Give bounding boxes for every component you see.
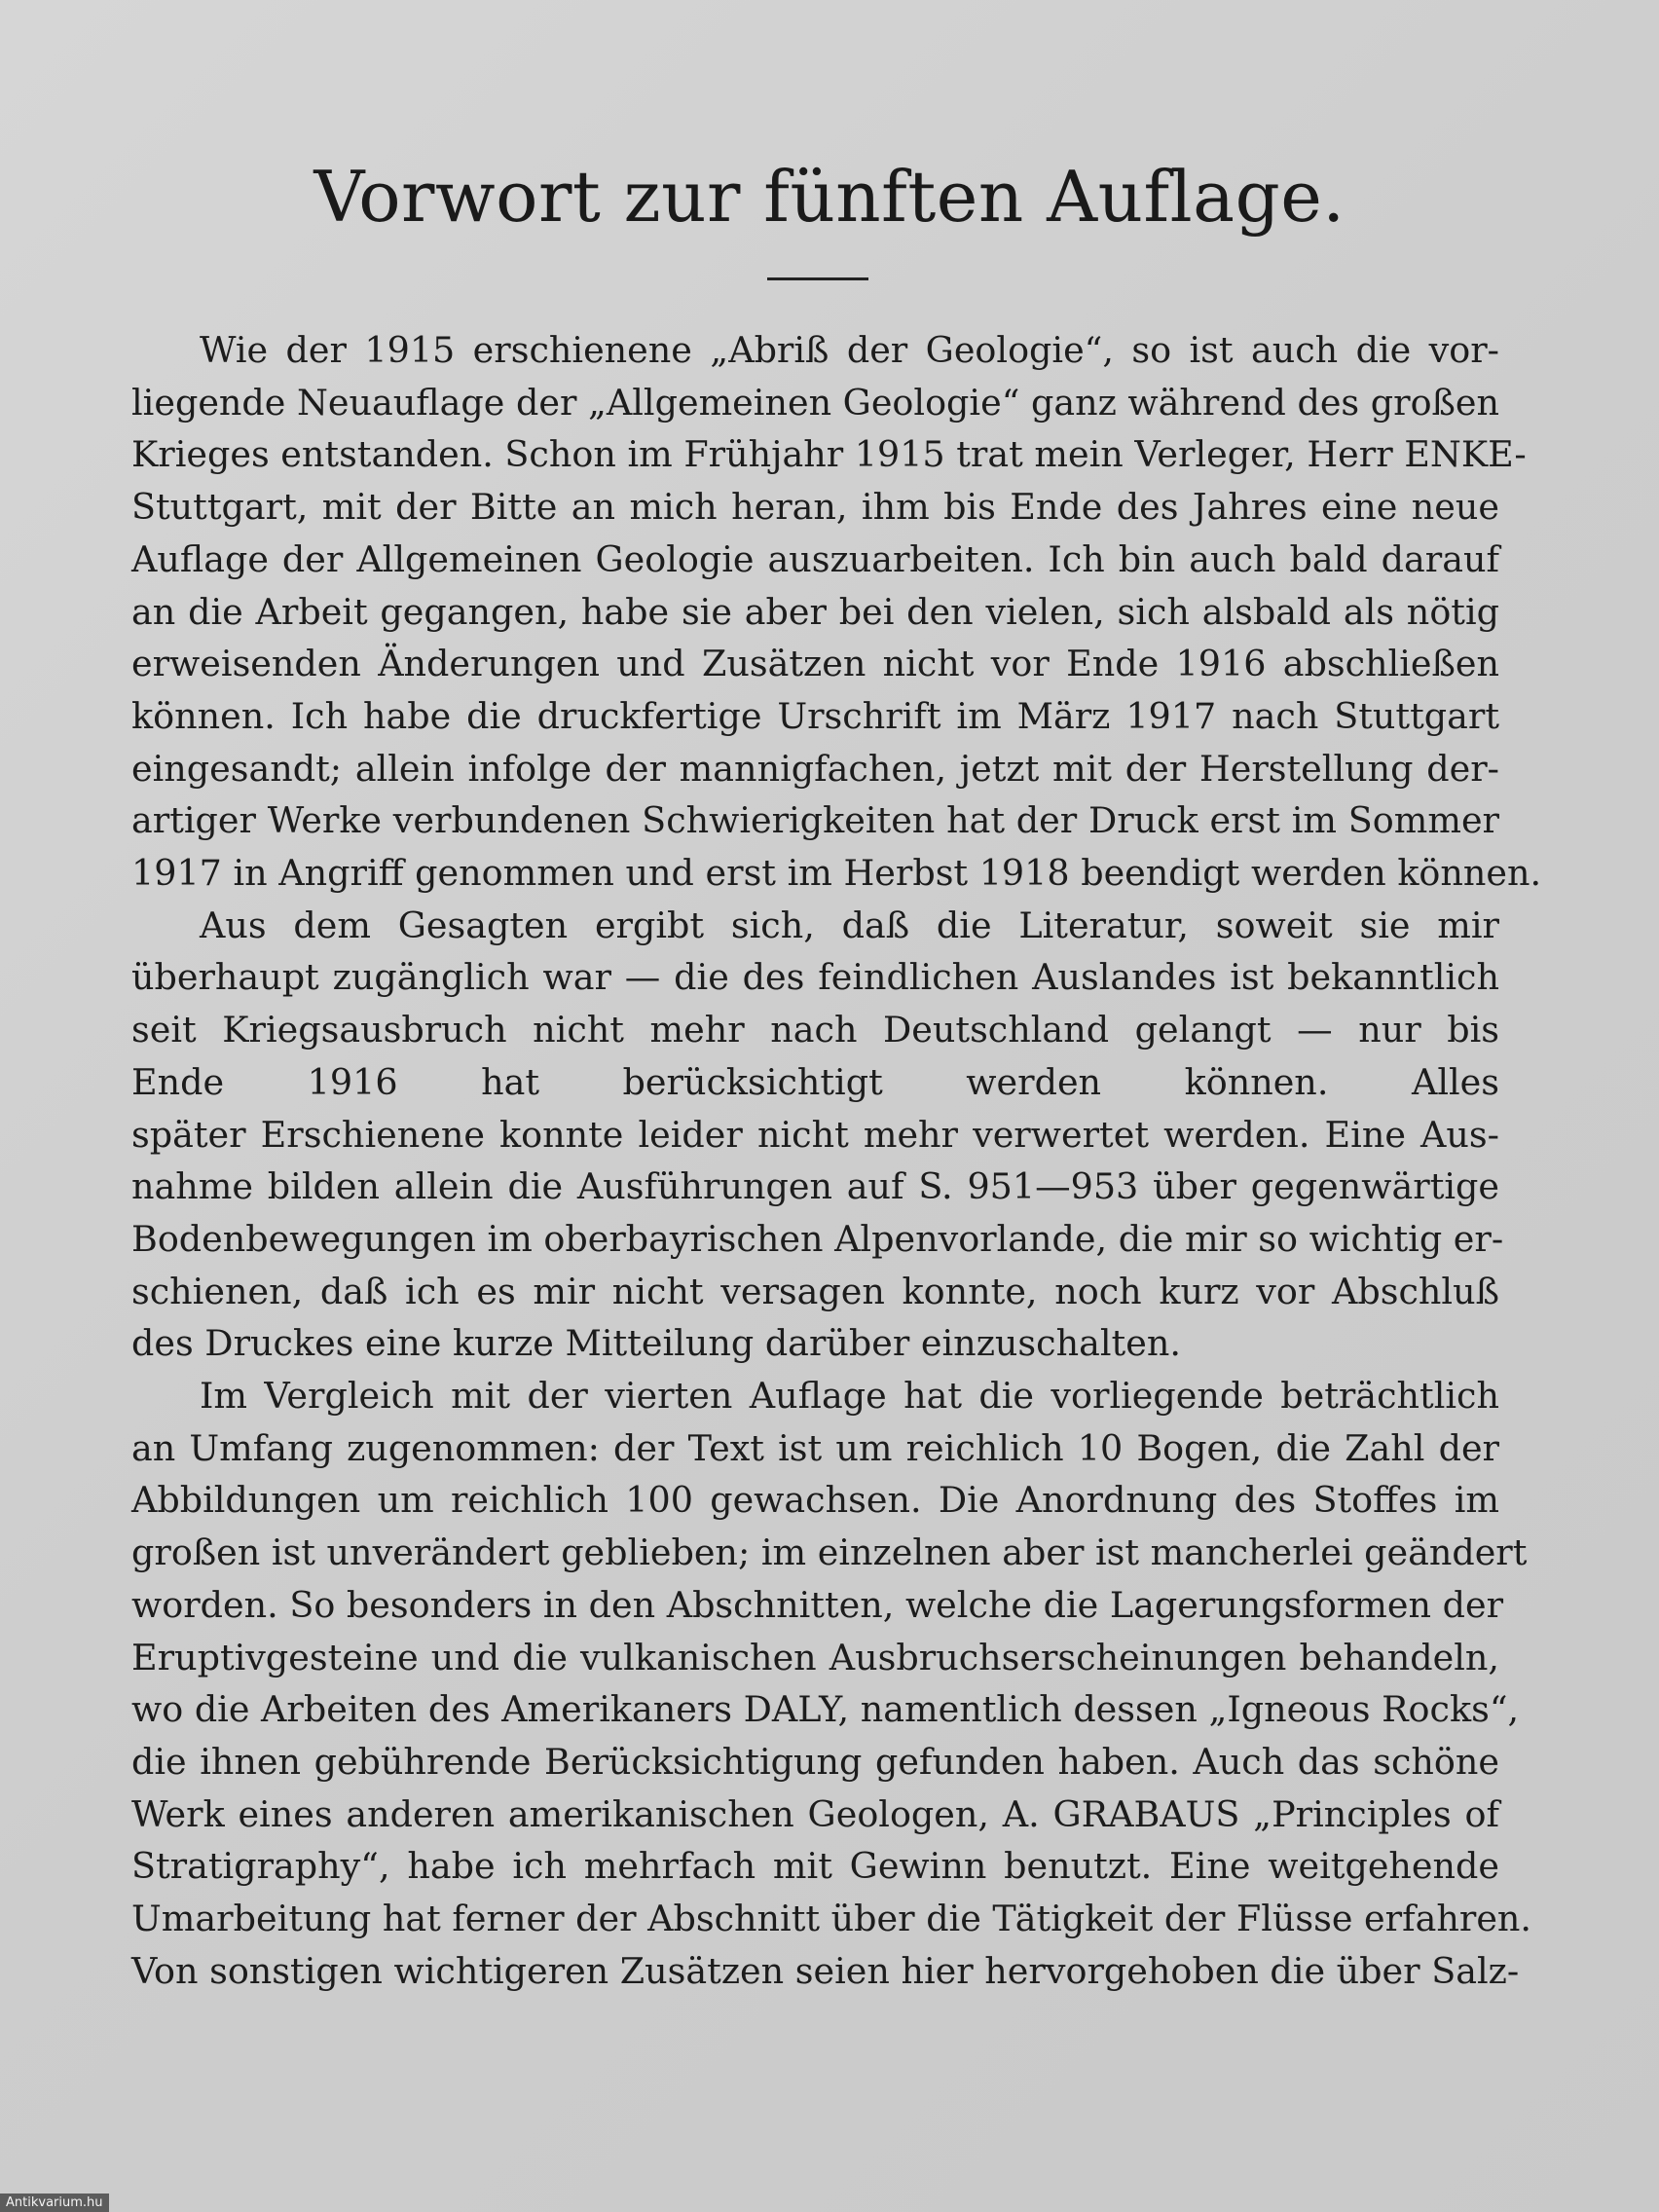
watermark: Antikvarium.hu	[0, 2194, 109, 2212]
text-line: später Erschienene konnte leider nicht mehr verwertet werden. Eine Aus-	[131, 1113, 1499, 1156]
text-line: seit Kriegsausbruch nicht mehr nach Deutschland gelangt — nur bis	[131, 1009, 1499, 1051]
text-line: an die Arbeit gegangen, habe sie aber bei den vielen, sich alsbald als nötig	[131, 590, 1499, 633]
text-line: Werk eines anderen amerikanischen Geologen, A. GRABAUS „Principles of	[131, 1792, 1499, 1835]
text-line: die ihnen gebührende Berücksichtigung gefunden haben. Auch das schöne	[131, 1740, 1499, 1783]
text-line: großen ist unverändert geblieben; im einzelnen aber ist mancherlei geändert	[131, 1531, 1528, 1574]
text-line: Aus dem Gesagten ergibt sich, daß die Literatur, soweit sie mir	[200, 903, 1499, 946]
text-line: Wie der 1915 erschienene „Abriß der Geologie“, so ist auch die vor-	[200, 329, 1499, 371]
text-line: an Umfang zugenommen: der Text ist um reichlich 10 Bogen, die Zahl der	[131, 1426, 1499, 1469]
text-line: Abbildungen um reichlich 100 gewachsen. Die Anordnung des Stoffes im	[131, 1479, 1499, 1522]
text-line: Bodenbewegungen im oberbayrischen Alpenvorlande, die mir so wichtig er-	[131, 1217, 1504, 1260]
paragraph-2	[131, 900, 1504, 1370]
text-line: Stratigraphy“, habe ich mehrfach mit Gewinn benutzt. Eine weitgehende	[131, 1845, 1499, 1888]
text-line: können. Ich habe die druckfertige Urschrift im März 1917 nach Stuttgart	[131, 694, 1499, 737]
text-line: überhaupt zugänglich war — die des feindlichen Auslandes ist bekanntlich	[131, 956, 1499, 999]
text-line: nahme bilden allein die Ausführungen auf S. 951—953 über gegenwärtige	[131, 1165, 1499, 1208]
text-line: erweisenden Änderungen und Zusätzen nicht vor Ende 1916 abschließen	[131, 643, 1499, 685]
text-line: Eruptivgesteine und die vulkanischen Ausbruchserscheinungen behandeln,	[131, 1636, 1499, 1678]
text-line: Stuttgart, mit der Bitte an mich heran, ihm bis Ende des Jahres eine neue	[131, 486, 1499, 529]
text-line: schienen, daß ich es mir nicht versagen konnte, noch kurz vor Abschluß	[131, 1270, 1499, 1312]
text-line: artiger Werke verbundenen Schwierigkeiten hat der Druck erst im Sommer	[131, 799, 1499, 842]
text-line: liegende Neuauflage der „Allgemeinen Geologie“ ganz während des großen	[131, 381, 1500, 424]
paragraph-3	[131, 1370, 1532, 1997]
text-line: Ende 1916 hat berücksichtigt werden können. Alles	[131, 1060, 1499, 1103]
text-line: Von sonstigen wichtigeren Zusätzen seien hier hervorgehoben die über Salz-	[131, 1949, 1520, 1992]
text-line: Umarbeitung hat ferner der Abschnitt über die Tätigkeit der Flüsse erfahren.	[131, 1898, 1532, 1940]
text-line: 1917 in Angriff genommen und erst im Herbst 1918 beendigt werden können.	[131, 852, 1542, 895]
text-line: worden. So besonders in den Abschnitten, welche die Lagerungsformen der	[131, 1583, 1504, 1626]
text-line: wo die Arbeiten des Amerikaners DALY, namentlich dessen „Igneous Rocks“,	[131, 1688, 1520, 1731]
page-title: Vorwort zur fünften Auflage.	[313, 156, 1346, 238]
text-line: des Druckes eine kurze Mitteilung darüber einzuschalten.	[131, 1322, 1181, 1365]
text-line: Im Vergleich mit der vierten Auflage hat die vorliegende beträchtlich	[200, 1375, 1499, 1418]
paragraph-1	[131, 324, 1542, 900]
text-line: Auflage der Allgemeinen Geologie auszuarbeiten. Ich bin auch bald darauf	[131, 537, 1499, 580]
preface-body	[131, 324, 1542, 1998]
text-line: eingesandt; allein infolge der mannigfachen, jetzt mit der Herstellung der-	[131, 747, 1499, 790]
title-divider	[767, 277, 868, 280]
text-line: Krieges entstanden. Schon im Frühjahr 1915 trat mein Verleger, Herr ENKE-	[131, 433, 1527, 476]
